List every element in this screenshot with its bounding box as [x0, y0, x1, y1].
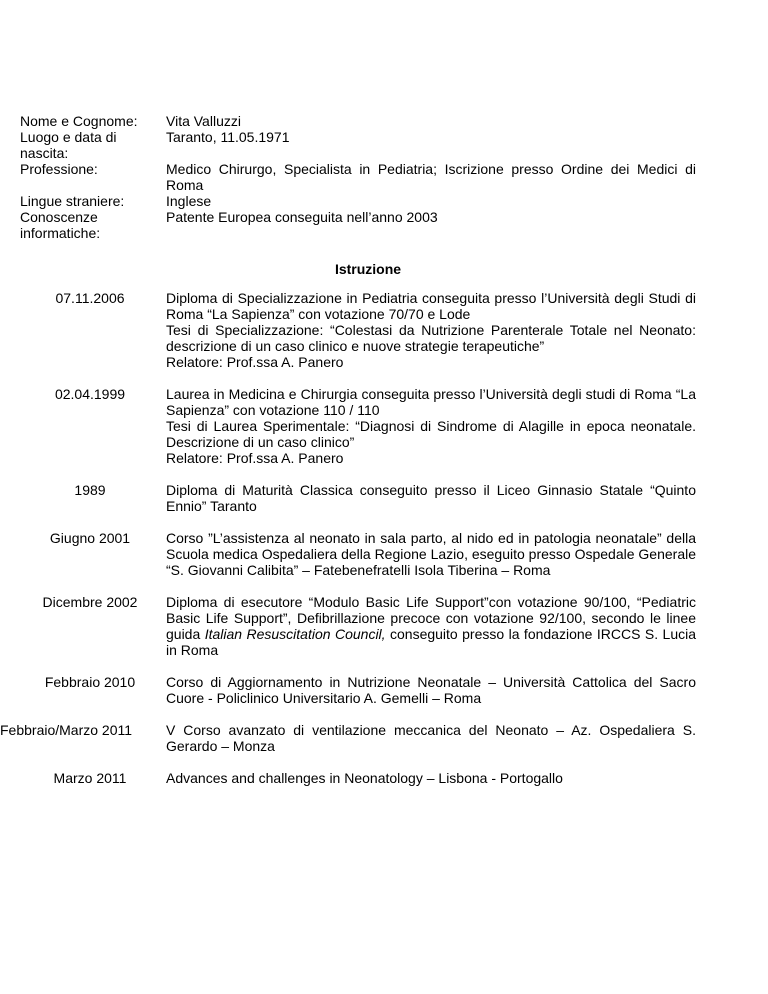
entry-text-italic: Italian Resuscitation Council, [204, 626, 386, 642]
education-entry [20, 482, 696, 514]
entry-line: V Corso avanzato di ventilazione meccanica del Neonato – Az. Ospedaliera S. Gerardo – Monza [166, 722, 696, 754]
education-entry [20, 386, 696, 466]
birth-label: Luogo e data di nascita: [20, 129, 117, 161]
entry-date: Dicembre 2002 [42, 594, 138, 610]
personal-row-name [20, 113, 696, 129]
entry-body [166, 290, 696, 370]
education-list [0, 290, 696, 802]
personal-row-birth [20, 129, 696, 161]
education-entry [20, 594, 696, 658]
entry-line: Tesi di Specializzazione: “Colestasi da Nutrizione Parenterale Totale nel Neonato: descrizione di un caso clinico e nuove strategie terapeutiche” [166, 322, 696, 354]
entry-body [166, 386, 696, 466]
entry-body [166, 770, 696, 786]
personal-row-profession [20, 161, 696, 193]
profession-value: Medico Chirurgo, Specialista in Pediatria; Iscrizione presso Ordine dei Medici di Roma [166, 161, 696, 193]
entry-body [166, 482, 696, 514]
entry-line: Diploma di Specializzazione in Pediatria conseguita presso l’Università degli Studi di Roma “La Sapienza” con votazione 70/70 e Lode [166, 290, 696, 322]
education-entry [20, 770, 696, 786]
entry-text: conseguito presso la fondazione IRCCS S. Lucia in Roma [166, 626, 696, 658]
entry-line: Advances and challenges in Neonatology – Lisbona - Portogallo [166, 770, 563, 786]
education-entry [0, 722, 696, 754]
computer-skills-label: Conoscenze informatiche: [20, 209, 101, 241]
entry-date: 02.04.1999 [54, 386, 126, 402]
entry-date: Marzo 2011 [53, 770, 127, 786]
languages-value: Inglese [166, 193, 212, 209]
personal-row-computer [20, 209, 696, 241]
computer-skills-value: Patente Europea conseguita nell’anno 2003 [166, 209, 438, 225]
entry-line: Corso ”L’assistenza al neonato in sala parto, al nido ed in patologia neonatale” della Scuola medica Ospedaliera della Regione Lazio, eseguito presso Ospedale Generale “S. Giovanni Calibita” – Fatebenefratelli Isola Tiberina – Roma [166, 530, 696, 578]
personal-row-languages [20, 193, 696, 209]
entry-date: 07.11.2006 [55, 290, 125, 306]
entry-body [166, 594, 696, 658]
section-title-text: Istruzione [334, 261, 402, 277]
name-value: Vita Valluzzi [166, 113, 241, 129]
entry-body [166, 530, 696, 578]
education-entry [20, 530, 696, 578]
entry-date: Febbraio 2010 [44, 674, 136, 690]
entry-line: Laurea in Medicina e Chirurgia conseguita presso l’Università degli studi di Roma “La Sapienza” con votazione 110 / 110 [166, 386, 696, 418]
entry-text: Diploma di esecutore “Modulo Basic Life Support”con votazione 90/100, “Pediatric Basic Life Support”, Defibrillazione precoce con votazione 92/100, secondo le linee guida [166, 594, 696, 642]
entry-line: Tesi di Laurea Sperimentale: “Diagnosi di Sindrome di Alagille in epoca neonatale. Descrizione di un caso clinico” [166, 418, 696, 450]
section-title-istruzione [0, 261, 676, 277]
entry-date: 1989 [74, 482, 106, 498]
entry-line: Corso di Aggiornamento in Nutrizione Neonatale – Università Cattolica del Sacro Cuore - Policlinico Universitario A. Gemelli – Roma [166, 674, 696, 706]
entry-line: Relatore: Prof.ssa A. Panero [166, 450, 344, 466]
entry-body [166, 722, 696, 754]
education-entry [20, 674, 696, 706]
profession-label: Professione: [20, 161, 98, 177]
entry-date: Giugno 2001 [49, 530, 131, 546]
education-entry [20, 290, 696, 370]
entry-line: Relatore: Prof.ssa A. Panero [166, 354, 344, 370]
entry-line: Diploma di Maturità Classica conseguito presso il Liceo Ginnasio Statale “Quinto Ennio” Taranto [166, 482, 696, 514]
name-label: Nome e Cognome: [20, 113, 138, 129]
languages-label: Lingue straniere: [20, 193, 125, 209]
birth-value: Taranto, 11.05.1971 [166, 129, 290, 145]
personal-info [20, 113, 696, 241]
entry-body [166, 674, 696, 706]
entry-date: Febbraio/Marzo 2011 [0, 722, 133, 738]
